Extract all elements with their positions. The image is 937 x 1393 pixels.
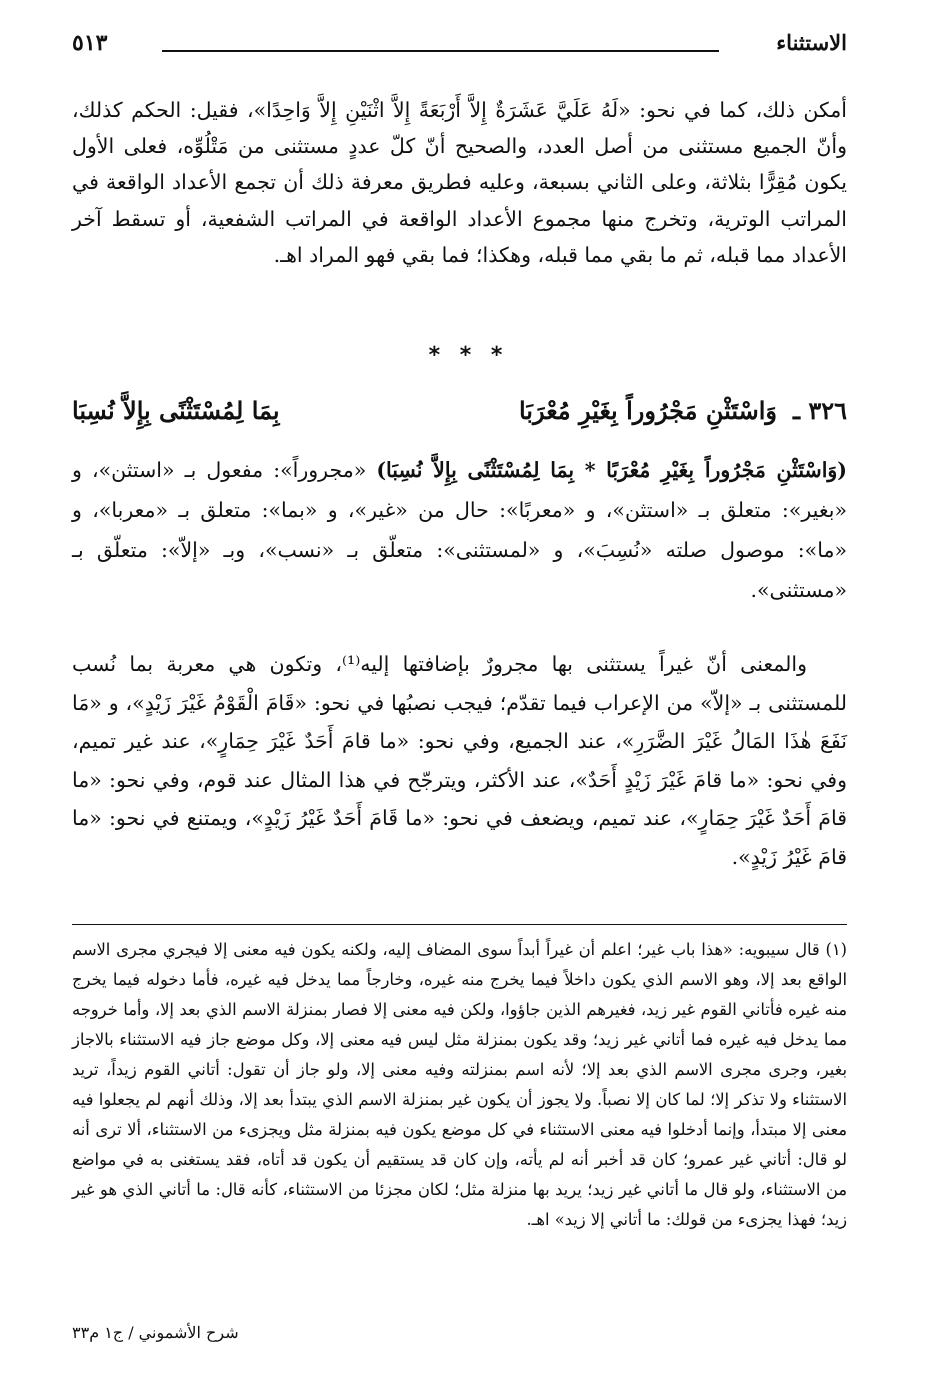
grammar-parsing: «مجروراً»: مفعول بـ «استثن»، و «بغير»: متعلق بـ «استثن»، و «معربًا»: حال من «غير»، و «بما»: متعلق بـ «معربا»، و «ما»: موصول صلته «نُسِبَ»، و «لمستثنى»: متعلّق بـ «نسب»، وبـ «إلاّ»: متعلّق بـ «مستثنى». — [72, 458, 847, 602]
page-number: ٥١٣ — [72, 30, 108, 56]
verse-hemistich-2: بِمَا لِمُسْتَثْنًى بِإِلاَّ نُسِبَا — [72, 396, 280, 425]
running-header — [72, 30, 847, 64]
paragraph-3: والمعنى أنّ غيراً يستثنى بها مجرورٌ بإضافتها إليه⁽¹⁾، وتكون هي معربة بما نُسب للمستثنى بـ «إلاّ» من الإعراب فيما تقدّم؛ فيجب نصبُها في نحو: «قَامَ الْقَوْمُ غَيْرَ زَيْدٍ»، و «مَا نَفَعَ هٰذَا المَالُ غَيْرَ الضَّرَرِ»، عند الجميع، وفي نحو: «ما قامَ أَحَدٌ غَيْرَ حِمَارٍ»، عند غير تميم، وفي نحو: «ما قامَ غَيْرَ زَيْدٍ أَحَدٌ»، عند الأكثر، ويترجّح في هذا المثال عند قوم، وفي نحو: «ما قامَ أَحَدٌ غَيْرَ حِمَارٍ»، عند تميم، ويضعف في نحو: «ما قَامَ أَحَدٌ غَيْرُ زَيْدٍ»، ويمتنع في نحو: «ما قامَ غَيْرُ زَيْدٍ». — [72, 652, 847, 869]
footnote-rule — [72, 924, 847, 925]
section-separator: * * * — [428, 343, 509, 368]
footnote: (١) قال سيبويه: «هذا باب غير؛ اعلم أن غيراً أبداً سوى المضاف إليه، ولكنه يكون فيه معنى إلا فيجري مجرى الاسم الواقع بعد إلا، وهو الاسم الذي يكون داخلاً فيما يخرج منه غيره، وخارجاً مما يدخل فيه غيره، فأما دخوله فيما يخرج منه غيره فأتاني القوم غير زيد، فغيرهم الذين جاؤوا، ولكن فيه معنى إلا فصار بمنزلة الاسم الذي بعد إلا، وأما خروجه مما يدخل فيه غيره فما أتاني غير زيد؛ وقد يكون بمنزلة مثل ليس فيه معنى إلا، وكل موضع جاز فيه الاستثناء بالاجاز بغير، وجرى مجرى الاسم الذي بعد إلا؛ لأنه اسم بمنزلته وفيه معنى إلا، ولو جاز أن تقول: أتاني القوم زيداً، تريد الاستثناء ولا تذكر إلا؛ لما كان إلا نصباً. ولا يجوز أن يكون غير بمنزلة الاسم الذي يبتدأ بعد إلا، وذلك أنهم لم يجعلوا فيه معنى إلا مبتدأ، وإنما أدخلوا فيه معنى الاستثناء في كل موضع يكون فيه بمنزلة مثل ويجزىء من الاستثناء، ألا ترى أنه لو قال: أتاني غير عمرو؛ كان قد أخبر أنه لم يأته، وإن كان قد يستقيم أن يكون قد أتاه، فقد يستغنى به في مواضع من الاستثناء، ولو قال ما أتاني غير زيد؛ يريد بها منزلة مثل؛ لكان مجزئا من الاستثناء، كأنه قال: ما أتاني الذي هو غير زيد؛ فهذا يجزىء من قولك: ما أتاني إلا زيد» اهـ. — [72, 940, 847, 1229]
verse-quote: (وَاسْتَثْنِ مَجْرُوراً بِغَيْرِ مُعْرَبًا * بِمَا لِمُسْتَثْنًى بِإِلاَّ نُسِبَا) — [376, 458, 847, 482]
verse-number: ٣٢٦ ـ — [792, 396, 847, 425]
verse-line — [72, 394, 847, 438]
chapter-title: الاستثناء — [776, 30, 847, 55]
paragraph-1: أمكن ذلك، كما في نحو: «لَهُ عَلَيَّ عَشَرَةٌ إِلاَّ أَرْبَعَةً إِلاَّ اثْنَيْنِ إِلاَّ وَاحِدًا»، فقيل: الحكم كذلك، وأنّ الجميع مستثنى من أصل العدد، والصحيح أنّ كلّ عددٍ مستثنى من مَتْلُوِّه، فعلى الأول يكون مُقِرًّا بثلاثة، وعلى الثاني بسبعة، وعليه فطريق معرفة ذلك أن تجمع الأعداد الواقعة في المراتب الوترية، وتخرج منها مجموع الأعداد الواقعة في المراتب الشفعية، أو تسقط آخر الأعداد مما قبله، ثم ما بقي مما قبله، وهكذا؛ فما بقي فهو المراد اهـ. — [72, 98, 847, 267]
header-rule — [162, 50, 719, 52]
verse-hemistich-1: وَاسْتَثْنِ مَجْرُوراً بِغَيْرِ مُعْرَبَا — [518, 396, 777, 425]
footer-signature: شرح الأشموني / ج١ م٣٣ — [72, 1323, 239, 1342]
paragraph-2 — [72, 450, 847, 610]
